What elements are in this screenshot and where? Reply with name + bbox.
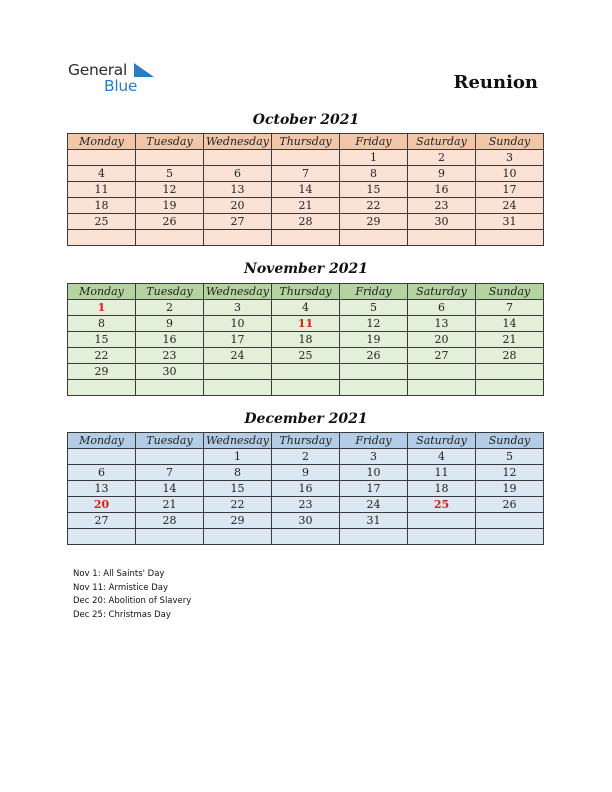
- week-row: [68, 300, 544, 316]
- empty-cell: [476, 230, 544, 246]
- date-cell: 2: [272, 449, 340, 465]
- date-cell: 1: [204, 449, 272, 465]
- date-cell: 16: [408, 182, 476, 198]
- weekday-header: Thursday: [272, 433, 340, 449]
- date-cell: 7: [272, 166, 340, 182]
- empty-cell: [68, 449, 136, 465]
- date-cell: 29: [68, 364, 136, 380]
- date-cell: 21: [476, 332, 544, 348]
- logo-flag-icon: [134, 63, 154, 77]
- weekday-header: Wednesday: [204, 433, 272, 449]
- weekday-header: Thursday: [272, 284, 340, 300]
- country-title: Reunion: [453, 72, 538, 93]
- empty-cell: [272, 364, 340, 380]
- empty-cell: [68, 380, 136, 396]
- empty-cell: [136, 529, 204, 545]
- date-cell: 26: [136, 214, 204, 230]
- holiday-list-item: Dec 25: Christmas Day: [73, 609, 171, 620]
- logo-word-general: General: [68, 61, 127, 79]
- date-cell: 20: [204, 198, 272, 214]
- week-row: [68, 316, 544, 332]
- weekday-header-row: [68, 134, 544, 150]
- date-cell: 1: [340, 150, 408, 166]
- empty-cell: [136, 150, 204, 166]
- date-cell: 7: [476, 300, 544, 316]
- holiday-list-item: Nov 11: Armistice Day: [73, 582, 168, 593]
- date-cell: 13: [68, 481, 136, 497]
- date-cell: 13: [204, 182, 272, 198]
- week-row: [68, 449, 544, 465]
- weekday-header: Saturday: [408, 134, 476, 150]
- weekday-header: Sunday: [476, 433, 544, 449]
- empty-cell: [408, 529, 476, 545]
- weekday-header: Monday: [68, 284, 136, 300]
- date-cell: 16: [136, 332, 204, 348]
- holiday-date-cell: 11: [272, 316, 340, 332]
- weekday-header: Tuesday: [136, 433, 204, 449]
- date-cell: 9: [408, 166, 476, 182]
- date-cell: 21: [136, 497, 204, 513]
- date-cell: 15: [340, 182, 408, 198]
- weekday-header: Tuesday: [136, 134, 204, 150]
- date-cell: 22: [340, 198, 408, 214]
- month-title-october: October 2021: [252, 112, 360, 128]
- week-row: [68, 513, 544, 529]
- empty-cell: [68, 150, 136, 166]
- empty-cell: [136, 449, 204, 465]
- empty-cell: [204, 230, 272, 246]
- date-cell: 6: [68, 465, 136, 481]
- week-row: [68, 230, 544, 246]
- date-cell: 6: [204, 166, 272, 182]
- empty-cell: [476, 529, 544, 545]
- holiday-list-item: Nov 1: All Saints' Day: [73, 569, 165, 579]
- date-cell: 29: [340, 214, 408, 230]
- date-cell: 6: [408, 300, 476, 316]
- date-cell: 19: [136, 198, 204, 214]
- week-row: [68, 214, 544, 230]
- date-cell: 24: [340, 497, 408, 513]
- date-cell: 30: [272, 513, 340, 529]
- date-cell: 3: [204, 300, 272, 316]
- date-cell: 3: [476, 150, 544, 166]
- date-cell: 28: [136, 513, 204, 529]
- date-cell: 10: [476, 166, 544, 182]
- week-row: [68, 198, 544, 214]
- date-cell: 27: [408, 348, 476, 364]
- week-row: [68, 150, 544, 166]
- week-row: [68, 380, 544, 396]
- date-cell: 18: [272, 332, 340, 348]
- weekday-header-row: [68, 433, 544, 449]
- empty-cell: [476, 380, 544, 396]
- week-row: [68, 497, 544, 513]
- date-cell: 25: [68, 214, 136, 230]
- date-cell: 23: [272, 497, 340, 513]
- date-cell: 14: [272, 182, 340, 198]
- empty-cell: [408, 380, 476, 396]
- empty-cell: [204, 380, 272, 396]
- date-cell: 14: [136, 481, 204, 497]
- date-cell: 17: [204, 332, 272, 348]
- date-cell: 18: [68, 198, 136, 214]
- empty-cell: [408, 513, 476, 529]
- date-cell: 4: [408, 449, 476, 465]
- holiday-date-cell: 20: [68, 497, 136, 513]
- date-cell: 18: [408, 481, 476, 497]
- weekday-header: Monday: [68, 134, 136, 150]
- date-cell: 11: [408, 465, 476, 481]
- date-cell: 15: [68, 332, 136, 348]
- empty-cell: [68, 230, 136, 246]
- weekday-header: Saturday: [408, 284, 476, 300]
- date-cell: 4: [272, 300, 340, 316]
- holiday-date-cell: 1: [68, 300, 136, 316]
- logo-word-blue: Blue: [104, 77, 138, 95]
- date-cell: 12: [340, 316, 408, 332]
- weekday-header: Thursday: [272, 134, 340, 150]
- weekday-header: Friday: [340, 284, 408, 300]
- week-row: [68, 364, 544, 380]
- month-title-december: December 2021: [244, 411, 368, 427]
- date-cell: 5: [340, 300, 408, 316]
- week-row: [68, 166, 544, 182]
- empty-cell: [272, 380, 340, 396]
- date-cell: 9: [136, 316, 204, 332]
- date-cell: 8: [204, 465, 272, 481]
- empty-cell: [340, 380, 408, 396]
- holiday-date-cell: 25: [408, 497, 476, 513]
- date-cell: 29: [204, 513, 272, 529]
- holiday-list-item: Dec 20: Abolition of Slavery: [73, 596, 192, 606]
- date-cell: 19: [340, 332, 408, 348]
- date-cell: 22: [68, 348, 136, 364]
- generalblue-logo: [68, 61, 168, 97]
- month-title-november: November 2021: [244, 261, 368, 277]
- date-cell: 12: [476, 465, 544, 481]
- week-row: [68, 332, 544, 348]
- calendar-december: [67, 432, 544, 545]
- date-cell: 27: [68, 513, 136, 529]
- date-cell: 3: [340, 449, 408, 465]
- empty-cell: [476, 364, 544, 380]
- empty-cell: [340, 364, 408, 380]
- weekday-header: Saturday: [408, 433, 476, 449]
- date-cell: 26: [340, 348, 408, 364]
- empty-cell: [476, 513, 544, 529]
- date-cell: 12: [136, 182, 204, 198]
- calendar-october: [67, 133, 544, 246]
- date-cell: 19: [476, 481, 544, 497]
- date-cell: 9: [272, 465, 340, 481]
- empty-cell: [204, 150, 272, 166]
- weekday-header: Sunday: [476, 134, 544, 150]
- empty-cell: [340, 230, 408, 246]
- empty-cell: [340, 529, 408, 545]
- date-cell: 31: [340, 513, 408, 529]
- date-cell: 23: [408, 198, 476, 214]
- date-cell: 31: [476, 214, 544, 230]
- empty-cell: [408, 364, 476, 380]
- date-cell: 2: [408, 150, 476, 166]
- date-cell: 8: [340, 166, 408, 182]
- date-cell: 11: [68, 182, 136, 198]
- empty-cell: [204, 364, 272, 380]
- empty-cell: [408, 230, 476, 246]
- empty-cell: [272, 529, 340, 545]
- date-cell: 4: [68, 166, 136, 182]
- empty-cell: [136, 380, 204, 396]
- date-cell: 17: [476, 182, 544, 198]
- date-cell: 21: [272, 198, 340, 214]
- date-cell: 5: [136, 166, 204, 182]
- weekday-header-row: [68, 284, 544, 300]
- empty-cell: [272, 150, 340, 166]
- date-cell: 10: [340, 465, 408, 481]
- calendar-november: [67, 283, 544, 396]
- week-row: [68, 529, 544, 545]
- weekday-header: Wednesday: [204, 134, 272, 150]
- date-cell: 25: [272, 348, 340, 364]
- date-cell: 7: [136, 465, 204, 481]
- empty-cell: [68, 529, 136, 545]
- week-row: [68, 481, 544, 497]
- date-cell: 24: [476, 198, 544, 214]
- week-row: [68, 348, 544, 364]
- empty-cell: [136, 230, 204, 246]
- weekday-header: Friday: [340, 134, 408, 150]
- date-cell: 16: [272, 481, 340, 497]
- date-cell: 10: [204, 316, 272, 332]
- holiday-list: [73, 568, 191, 622]
- date-cell: 23: [136, 348, 204, 364]
- weekday-header: Monday: [68, 433, 136, 449]
- date-cell: 13: [408, 316, 476, 332]
- weekday-header: Sunday: [476, 284, 544, 300]
- empty-cell: [272, 230, 340, 246]
- date-cell: 5: [476, 449, 544, 465]
- date-cell: 15: [204, 481, 272, 497]
- date-cell: 30: [136, 364, 204, 380]
- empty-cell: [204, 529, 272, 545]
- weekday-header: Wednesday: [204, 284, 272, 300]
- date-cell: 28: [272, 214, 340, 230]
- date-cell: 26: [476, 497, 544, 513]
- week-row: [68, 182, 544, 198]
- date-cell: 8: [68, 316, 136, 332]
- date-cell: 27: [204, 214, 272, 230]
- date-cell: 22: [204, 497, 272, 513]
- weekday-header: Friday: [340, 433, 408, 449]
- date-cell: 20: [408, 332, 476, 348]
- week-row: [68, 465, 544, 481]
- date-cell: 28: [476, 348, 544, 364]
- date-cell: 2: [136, 300, 204, 316]
- date-cell: 17: [340, 481, 408, 497]
- date-cell: 24: [204, 348, 272, 364]
- weekday-header: Tuesday: [136, 284, 204, 300]
- date-cell: 14: [476, 316, 544, 332]
- date-cell: 30: [408, 214, 476, 230]
